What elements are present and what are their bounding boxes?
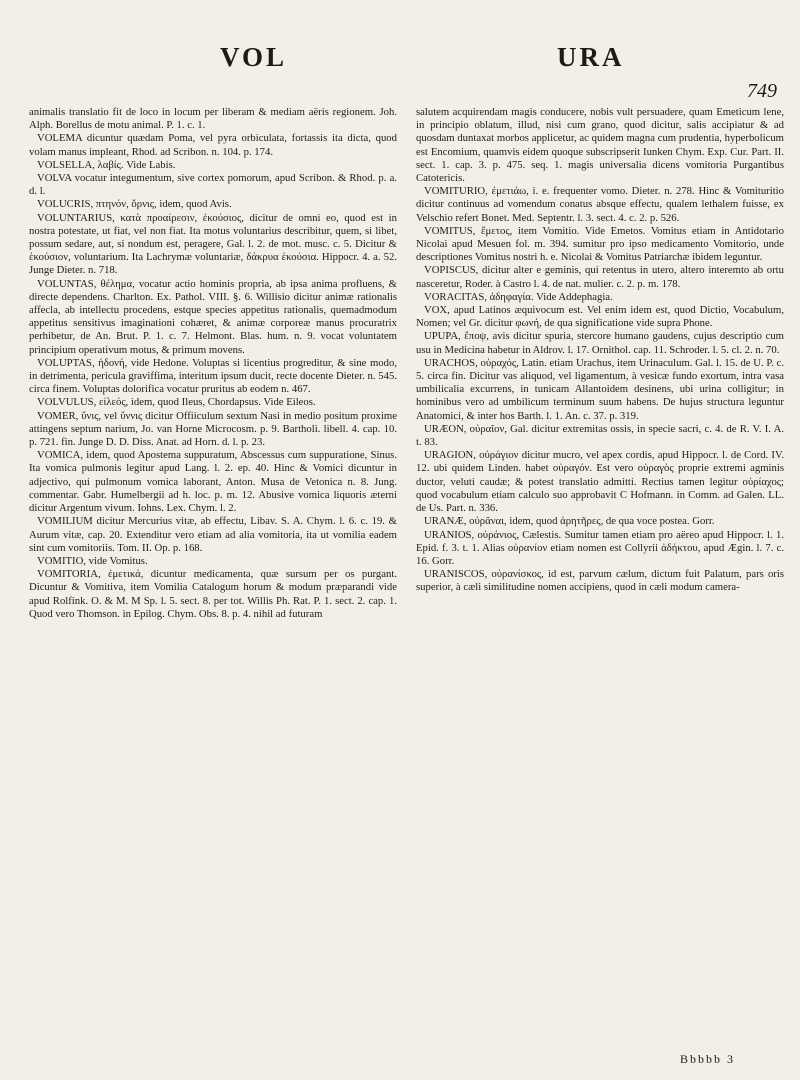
entry-paragraph: VOX, apud Latinos æquivocum est. Vel enim idem est, quod Dictio, Vocabulum, Nomen; vel Gr. dicitur φωνή, de qua significatione vide supra Phone. [416, 304, 784, 330]
entry-paragraph: URACHOS, οὐραχός, Latin. etiam Urachus, item Urinaculum. Gal. l. 15. de U. P. c. 5. circa fin. Dicitur vas aliquod, vel ligamentum, à vesicæ fundo exortum, intra vasa umbilicalia excurrens, in tunicam Allantoidem desinens, ubi urina colligitur; in hominibus vero ad umbilicum terminum suum habens. De hujus structura leguntur Anatomici, & inter hos Barth. l. 1. An. c. 37. p. 319. [416, 356, 784, 422]
entry-paragraph: salutem acquirendam magis conducere, nobis vult persuadere, quam Emeticum lene, in principio oblatum, illud, nisi cum grano, quod dicitur, salis accipiatur & ad quosdam duntaxat morbos applicetur, ac quidem magna cum prudentia, hyperbolicum est Encomium, quamvis eidem quoque subscripserit Iunken Chym. Exp. Cur. Part. II. sect. 1. cap. 3. p. 475. seq. 1. magis universalia dicens vomitoria Purgantibus Catotericis. [416, 106, 784, 185]
entry-paragraph: URANIOS, οὐράνιος, Cælestis. Sumitur tamen etiam pro aëreo apud Hippocr. l. 1. Epid. f. 3. t. 1. Alias οὐρανίον etiam nomen est Collyrii ἀδήκτου, apud Ægin. l. 7. c. 16. Gorr. [416, 528, 784, 567]
entry-paragraph: VOMITIO, vide Vomitus. [37, 554, 148, 567]
entry-paragraph: VOMILIUM dicitur Mercurius vitæ, ab effectu, Libav. S. A. Chym. l. 6. c. 19. & Aurum vitæ, cap. 20. Extenditur vero etiam ad alia vomitoria, ita ut vomilia eadem sint cum vomitoriis. Tom. II. Op. p. 168. [29, 515, 397, 554]
signature-mark: Bbbbb 3 [680, 1052, 736, 1066]
entry-paragraph: VOLVULUS, εἰλεός, idem, quod Ileus, Chordapsus. Vide Eileos. [37, 396, 316, 409]
left-column [29, 106, 397, 621]
entry-paragraph: VOLEMA dicuntur quædam Poma, vel pyra orbiculata, fortassis ita dicta, quod volam manus impleant, Rhod. ad Scribon. n. 104. p. 174. [29, 132, 397, 158]
entry-paragraph: animalis translatio fit de loco in locum per liberam & mediam aëris regionem. Joh. Alph. Borellus de motu animal. P. 1. c. 1. [29, 106, 397, 132]
entry-paragraph: VOMITORIA, ἐμετικά, dicuntur medicamenta, quæ sursum per os purgant. Dicuntur & Vomitiva, item Vomilia Catalogum horum & modum præparandi vide apud Rolfink. O. & M. M Sp. l. 5. sect. 8. per tot. Willis Ph. Rat. P. 1. sect. 2. cap. 1. Quod vero Thomson. in Epilog. Chym. Obs. 8. p. 4. nihil ad futuram [29, 568, 397, 620]
entry-paragraph: VOLUCRIS, πτηνόν, ὄρνις, idem, quod Avis. [37, 198, 232, 211]
entry-paragraph: VOLSELLA, λαβίς. Vide Labis. [37, 158, 176, 171]
entry-paragraph: VOMITUS, ἔμετος, item Vomitio. Vide Emetos. Vomitus etiam in Antidotario Nicolai apud Mesuen fol. m. 394. sumitur pro ipso medicamento Vomitorio, unde descriptiones Vomitus nostri h. e. Nicolai & Vomitus Patriarchæ ibidem leguntur. [416, 224, 784, 264]
entry-paragraph: VOMICA, idem, quod Apostema suppuratum, Abscessus cum suppuratione, Sinus. Ita vomica pulmonis legitur apud Lang. l. 2. ep. 40. Hinc & Vomici dicuntur in adjectivo, qui pulmonum vomica laborant, Anton. Musa de Vetonica n. 8. Jung. commentar. Gabr. Humelbergii ad h. loc. p. m. 12. Abusive vomica liquoris æterni dicitur Argentum vivum. Iohns. Lex. Chym. l. 2. [29, 449, 397, 515]
entry-paragraph: VOMITURIO, ἐμετιάω, i. e. frequenter vomo. Dieter. n. 278. Hinc & Vomituritio dicitur continuus ad vomendum conatus absque effectu, qualem lethalem fuisse, ex Velschio refert Bonet. Med. Septentr. l. 3. sect. 4. c. 2. p. 526. [416, 185, 784, 224]
entry-paragraph: VOLUPTAS, ἡδονή, vide Hedone. Voluptas si licentius progreditur, & sine modo, in detrimenta, pericula graviffima, interitum ipsum ducit, recte docente Dieter. n. 545. circa finem. Voluptas dolorifica vocatur pruritus ab eodem n. 467. [29, 356, 397, 396]
entry-paragraph: VOPISCUS, dicitur alter e geminis, qui retentus in utero, altero interemto ab ortu nasceretur, Roder. à Castro l. 4. de nat. mulier. c. 2. p. m. 178. [416, 264, 784, 290]
running-head-left: VOL [220, 42, 287, 72]
entry-paragraph: UPUPA, ἔποψ, avis dicitur spuria, stercore humano gaudens, cujus descriptio cum usu in Medicina habetur in Aldrov. l. 17. Ornithol. cap. 11. Schroder. l. 5. cl. 2. n. 70. [416, 330, 784, 356]
entry-paragraph: URANÆ, οὐρᾶναι, idem, quod ἀρητῆρες, de qua voce postea. Gorr. [424, 515, 715, 528]
entry-paragraph: URÆON, οὐραῖον, Gal. dicitur extremitas ossis, in specie sacri, c. 4. de R. V. I. A. t. 83. [416, 422, 784, 449]
entry-paragraph: VOMER, ὕνις, vel ὕννις dicitur Offiiculum sextum Nasi in medio positum proxime attingens septum narium, Jo. van Horne Microcosm. p. 9. Bartholi. libell. 4. cap. 10. p. 721. fin. Junge D. D. Diss. Anat. ad Horn. d. l. p. 23. [29, 409, 397, 449]
entry-paragraph: VOLUNTAS, θέλημα, vocatur actio hominis propria, ab ipsa anima profluens, & directe dependens. Charlton. Ex. Pathol. VIII. §. 6. Willisio dicitur animæ rationalis affecla, ab intellectu procedens, estque species appetitus rationalis, quemadmodum appetitus sensitivus imaginationi cohæret, & animæ corporeæ manus procuratrix perhibetur, de An. Brut. P. 1. c. 7. Helmont. Blas. hum. n. 9. vocat voluntatem principium operativum motus, & primum movens. [29, 277, 397, 356]
entry-paragraph: VORACITAS, ἀδηφαγία. Vide Addephagia. [424, 290, 613, 303]
entry-paragraph: VOLVA vocatur integumentum, sive cortex pomorum, apud Scribon. & Rhod. p. a. d. l. [29, 172, 397, 198]
entry-paragraph: VOLUNTARIUS, κατὰ προαίρεσιν, ἑκούσιος, dicitur de omni eo, quod est in nostra potestate, ut fiat, vel non fiat. Ita motus voluntarius describitur, quem, si libet, possum sedare, aut, si nondum est, peragere, Gal. l. 2. de mot. musc. c. 5. Dicitur & ἑκούσιον, voluntarium. Ita Lachrymæ voluntariæ, δάκρυα ἑκούσια. Hippocr. 4. a. 52. Junge Dieter. n. 718. [29, 211, 397, 277]
entry-paragraph: URANISCOS, οὐρανίσκος, id est, parvum cælum, dictum fuit Palatum, pars oris superior, à cæli similitudine nomen accipiens, quod in cæli modum camera- [416, 568, 784, 594]
running-head-right: URA [557, 42, 625, 72]
page-number: 749 [747, 80, 777, 102]
entry-paragraph: URAGION, οὐράγιον dicitur mucro, vel apex cordis, apud Hippocr. l. de Cord. IV. 12. ubi quidem Linden. habet οὐραγόν. Est vero οὐραγὸς proprie extremi agminis ductor, veluti caudæ; & potest translatio admitti. Rectius tamen legitur οὐρίαχος; quod vocabulum etiam calculo suo approbavit C Hofmann. in Comm. ad Galen. LL. de Us. Part. n. 336. [416, 449, 784, 515]
right-column [416, 106, 784, 595]
